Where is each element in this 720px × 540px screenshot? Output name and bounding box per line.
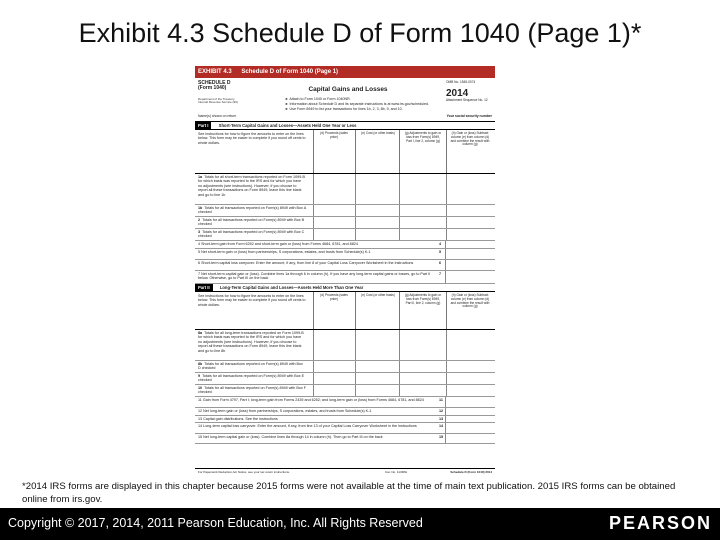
table-row: 8a Totals for all long-term transactions reported on Form 1099-B for which basis was reported to the IRS and for which you have no adjustments (see instructions). However, if you choose to report all these transactions on Form 8949, leave this line blank and go to line 8b xyxy=(195,330,495,361)
form-footer xyxy=(195,468,495,474)
form-header xyxy=(195,78,495,122)
attach-line: ► Attach to Form 1040 or Form 1040NR. xyxy=(285,97,351,102)
paperwork-notice: For Paperwork Reduction Act Notice, see your tax return instructions. xyxy=(198,470,290,474)
table-row: 6 Short-term capital loss carryover. Enter the amount, if any, from line 8 of your Capital Loss Carryover Worksheet in the instructions 6 xyxy=(195,260,495,271)
schedule-d-form-image xyxy=(195,66,495,474)
ssn-label: Your social security number xyxy=(446,114,492,118)
part-1-label: Part I xyxy=(195,122,211,130)
use-line: ► Use Form 8949 to list your transactions for lines 1b, 2, 3, 8b, 9, and 10. xyxy=(285,107,403,112)
col-cost: (e) Cost (or other basis) xyxy=(361,131,395,135)
col-gain-loss: (h) Gain or (loss) Subtract column (e) from column (d) and combine the result with column (g) xyxy=(450,293,490,309)
part-2-title: Long-Term Capital Gains and Losses—Assets Held More Than One Year xyxy=(219,285,364,290)
table-row: 10 Totals for all transactions reported on Form(s) 8949 with Box F checked xyxy=(195,385,495,397)
col-adjustments: (g) Adjustments to gain or loss from Form(s) 8949, Part I, line 2, column (g) xyxy=(404,131,442,143)
table-row: 14 Long-term capital loss carryover. Enter the amount, if any, from line 13 of your Capital Loss Carryover Worksheet in the instructions 14 xyxy=(195,423,495,434)
table-row: 7 Net short-term capital gain or (loss). Combine lines 1a through 6 in column (h). If you have any long-term capital gains or losses, go to Part II below. Otherwise, go to Part III on the back 7 xyxy=(195,271,495,284)
attachment-sequence: Attachment Sequence No. 12 xyxy=(446,97,488,102)
part-1-title: Short-Term Capital Gains and Losses—Assets Held One Year or Less xyxy=(218,123,357,128)
name-label: Name(s) shown on return xyxy=(198,114,237,118)
part-1-header xyxy=(195,122,495,130)
bottom-bar xyxy=(0,508,720,540)
col-gain-loss: (h) Gain or (loss) Subtract column (e) from column (d) and combine the result with column (g) xyxy=(450,131,490,147)
table-row: 1b Totals for all transactions reported on Form(s) 8949 with Box A checked xyxy=(195,205,495,217)
form-title: Capital Gains and Losses xyxy=(308,86,388,93)
exhibit-bar xyxy=(195,66,495,78)
copyright-text: Copyright © 2017, 2014, 2011 Pearson Education, Inc. All Rights Reserved xyxy=(8,516,423,530)
part-2-instructions: See instructions for how to figure the amounts to enter on the lines below. This form may be easier to complete if you round off cents to whole dollars. xyxy=(198,294,306,307)
slide-title: Exhibit 4.3 Schedule D of Form 1040 (Page 1)* xyxy=(78,18,642,48)
table-row: 4 Short-term gain from Form 6252 and short-term gain or (loss) from Forms 4684, 6781, and 8824 4 xyxy=(195,241,495,249)
table-row: 1a Totals for all short-term transactions reported on Form 1099-B for which basis was reported to the IRS and for which you have no adjustments (see instructions). However, if you choose to report all these transactions on Form 8949, leave this line blank and go to line 1b xyxy=(195,174,495,205)
part-1-instructions: See instructions for how to figure the amounts to enter on the lines below. This form may be easier to complete if you round off cents to whole dollars. xyxy=(198,132,306,145)
col-proceeds: (d) Proceeds (sales price) xyxy=(320,293,348,301)
table-row: 9 Totals for all transactions reported on Form(s) 8949 with Box E checked xyxy=(195,373,495,385)
schedule-footer: Schedule D (Form 1040) 2014 xyxy=(450,470,492,474)
part-2-column-headers xyxy=(195,292,495,330)
omb-number: OMB No. 1545-0074 xyxy=(446,80,476,84)
col-proceeds: (d) Proceeds (sales price) xyxy=(320,131,348,139)
table-row: 5 Net short-term gain or (loss) from partnerships, S corporations, estates, and trusts from Schedule(s) K-1 5 xyxy=(195,249,495,260)
part-2-label: Part II xyxy=(195,284,213,292)
table-row: 11 Gain from Form 4797, Part I; long-term gain from Forms 2439 and 6252; and long-term gain or (loss) from Forms 4684, 6781, and 8824 11 xyxy=(195,397,495,408)
table-row: 15 Net long-term capital gain or (loss). Combine lines 8a through 14 in column (h). Then go to Part III on the back 15 xyxy=(195,434,495,444)
table-row: 2 Totals for all transactions reported on Form(s) 8949 with Box B checked xyxy=(195,217,495,229)
tax-year: 2014 xyxy=(446,87,469,99)
part-2-header xyxy=(195,284,495,292)
part-1-column-headers xyxy=(195,130,495,174)
exhibit-number: EXHIBIT 4.3 xyxy=(198,69,232,75)
table-row: 8b Totals for all transactions reported on Form(s) 8949 with Box D checked xyxy=(195,361,495,373)
pearson-logo: PEARSON xyxy=(608,513,712,533)
exhibit-title: Schedule D of Form 1040 (Page 1) xyxy=(241,69,339,75)
footnote: *2014 IRS forms are displayed in this chapter because 2015 forms were not available at the time of main text publication. 2015 IRS forms can be obtained online from irs.gov. xyxy=(22,481,676,505)
catalog-number: Cat. No. 11338H xyxy=(385,470,408,474)
table-row: 13 Capital gain distributions. See the instructions 13 xyxy=(195,416,495,423)
form-year-block xyxy=(446,81,492,102)
info-line: ► Information about Schedule D and its separate instructions is at www.irs.gov/scheduled. xyxy=(285,102,429,107)
form-title-block xyxy=(255,81,441,112)
col-adjustments: (g) Adjustments to gain or loss from Form(s) 8949, Part II, line 2, column (g) xyxy=(404,293,442,305)
table-row: 12 Net long-term gain or (loss) from partnerships, S corporations, estates, and trusts from Schedule(s) K-1 12 xyxy=(195,408,495,416)
form-id-block xyxy=(198,81,240,105)
schedule-name: SCHEDULE D xyxy=(198,80,231,86)
form-reference: (Form 1040) xyxy=(198,85,227,92)
col-cost: (e) Cost (or other basis) xyxy=(361,293,395,297)
table-row: 3 Totals for all transactions reported on Form(s) 8949 with Box C checked xyxy=(195,229,495,241)
agency-name: Department of the Treasury Internal Revenue Service (99) xyxy=(198,96,238,105)
